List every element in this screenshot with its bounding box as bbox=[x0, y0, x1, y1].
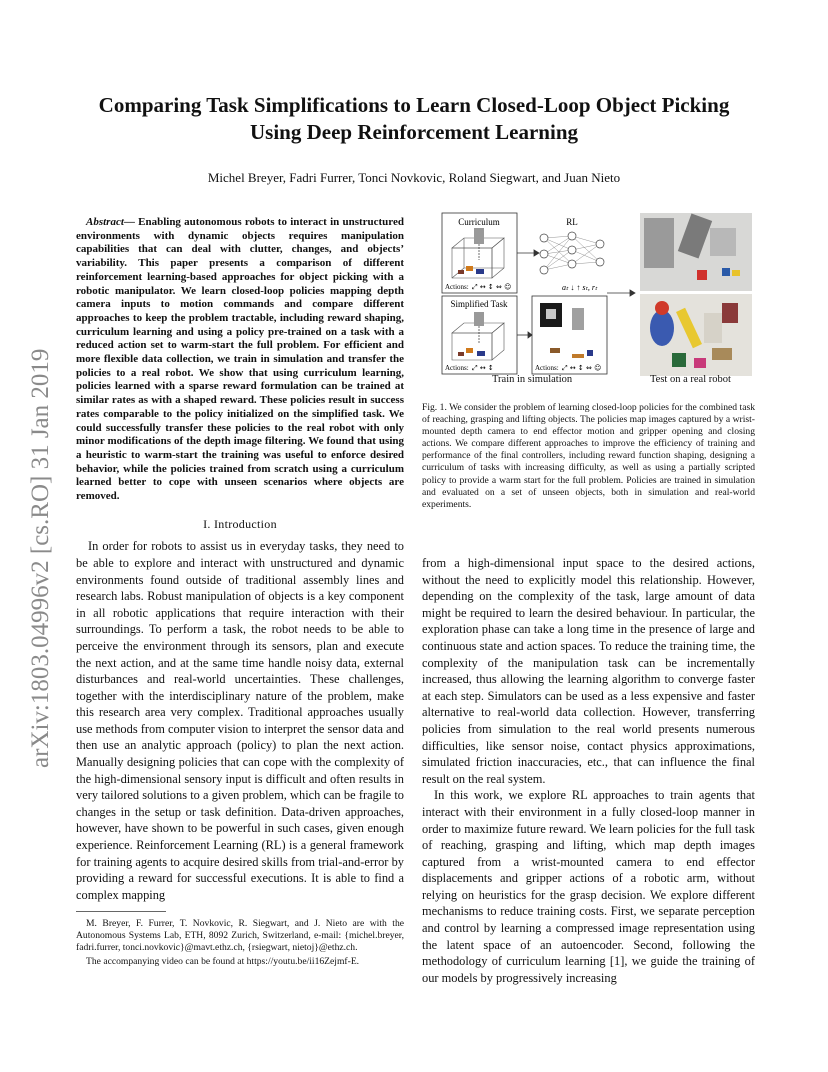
arxiv-stamp bbox=[6, 290, 66, 770]
curriculum-object-2 bbox=[476, 269, 484, 274]
figure-1-diagram bbox=[422, 208, 755, 390]
author-list: Michel Breyer, Fadri Furrer, Tonci Novkovic, Roland Siegwart, and Juan Nieto bbox=[207, 170, 621, 185]
intro-paragraph-right-1: from a high-dimensional input space to the desired actions, without the need to explicitly model this relationship. However, depending on the complexity of the task, large amount of data might be required to learn the desired behaviour. In particular, the exploration phase can take a long time in the presence of large and continuous state and action spaces. To reduce the training time, the complexity of the manipulation task can be incrementally increased, thus allowing the learning algorithm to converge faster at each step. Simulators can be used as a less expensive and faster alternative to real-world data collection. However, transferring policies from simulation to the real world presents numerous difficulties, like sensor noise, contact physics approximations, simulated friction inaccuracies, etc., that can influence the final result on the real system. bbox=[422, 556, 755, 786]
curriculum-gripper bbox=[474, 228, 484, 244]
curriculum-label: Curriculum bbox=[458, 217, 500, 227]
abstract bbox=[76, 216, 404, 504]
curriculum-object-3 bbox=[458, 270, 464, 274]
section-heading-introduction: I. Introduction bbox=[203, 516, 277, 531]
intro-paragraph-left: In order for robots to assist us in everyday tasks, they need to be able to explore and interact with unstructured and dynamic environments found outside of traditional assembly lines and research labs. Robust manipulation of objects is a key component in all robotic applications that require interaction with their surroundings. To perform a task, the robot needs to be able to perceive the environment through its sensors, plan and execute the next action, and at the same time handle noisy data, external disturbances and real-world uncertainties. These challenges, together with the interdisciplinary nature of the problem, make this research area very complex. Traditional approaches usually use methods from computer vision to interpret the sensor data and then use an analytic approach (policy) to plan the next action. Manually designing policies that can cope with the complexity of the high-dimensional sensory input is difficult and often results in very tailored solutions to a given problem, which can be fragile to changes in the setup or task definition. Data-driven approaches, however, have shown to be powerful in such cases, given enough experience. Reinforcement Learning (RL) is a general framework for training agents to acquire desired skills from trial-and-error by providing a reward for successful executions. It is able to find a complex mapping bbox=[76, 539, 404, 902]
footnote-rule bbox=[76, 911, 166, 912]
left-column bbox=[76, 216, 404, 970]
curriculum-actions-label: Actions: bbox=[445, 283, 469, 291]
title-line-2: Using Deep Reinforcement Learning bbox=[250, 120, 578, 144]
train-in-simulation-label: Train in simulation bbox=[492, 374, 573, 385]
figure-1-caption: Fig. 1. We consider the problem of learning closed-loop policies for the combined task of reaching, grasping and lifting objects. The policies map images captured by a wrist-mounted depth camera to end effector motion and gripper opening and closing actions. We compare different approaches to improve the efficiency of training and performance of the final controllers, including reward function shaping, designing a curriculum of tasks with increasing difficulty, as well as using a partially scripted policy to provide a warm start for the full problem. Policies are trained in simulation and evaluated on a set of unseen objects, both in simulation and real-world experiments. bbox=[422, 402, 755, 510]
paper-title bbox=[60, 92, 768, 146]
simulated-gripper bbox=[572, 308, 584, 330]
figure-1 bbox=[422, 208, 755, 390]
sim-actions-icons: ⤢ ↔ ↕ ⇔ ☺ bbox=[562, 364, 602, 372]
simplified-gripper bbox=[474, 312, 484, 326]
footnote-affiliation: M. Breyer, F. Furrer, T. Novkovic, R. Siegwart, and J. Nieto are with the Autonomous Systems Lab, ETH, 8092 Zurich, Switzerland, e-mail: {michel.breyer, fadri.furrer, tonci.novkovic}@mavt.ethz.ch, {rsiegwart, nietoj}@ethz.ch. bbox=[76, 918, 404, 954]
title-line-1: Comparing Task Simplifications to Learn Closed-Loop Object Picking bbox=[98, 93, 730, 117]
intro-paragraph-right-2: In this work, we explore RL approaches to train agents that interact with their environment in a fully closed-loop manner in order to maximize future reward. We learn policies for the full task of reaching, grasping and lifting, which map depth images captured from a wrist-mounted camera to end effector displacements and gripper actions of a robotic arm, without relying on heuristics for the grasp decision. We explore different mechanisms to reduce training costs. First, we separate perception and control by learning a compressed image representation using the latent space of an autoencoder. Second, following the methodology of curriculum learning [1], we guide the training of our models by progressively increasing bbox=[422, 788, 755, 985]
footnote-video: The accompanying video can be found at https://youtu.be/ii16Zejmf-E. bbox=[86, 956, 360, 968]
abstract-label: Abstract bbox=[86, 216, 124, 228]
simplified-actions-icons: ⤢ ↔ ↕ bbox=[472, 364, 494, 372]
test-on-real-robot-label: Test on a real robot bbox=[650, 374, 731, 385]
simplified-task-label: Simplified Task bbox=[450, 299, 508, 309]
simplified-actions-label: Actions: bbox=[445, 364, 469, 372]
curriculum-actions-icons: ⤢ ↔ ↕ ⇔ ☺ bbox=[472, 283, 512, 291]
right-column bbox=[422, 555, 755, 986]
rl-label: RL bbox=[566, 217, 578, 227]
curriculum-object-1 bbox=[466, 266, 473, 271]
abstract-text: — Enabling autonomous robots to interact in unstructured environments with dynamic objects requires manipulation capabilities that can deal with clutter, changes, and objects’ variability. This paper presents a comparison of different reinforcement learning-based approaches for object picking with a robotic manipulator. We learn closed-loop policies mapping depth camera inputs to motion commands and compare different approaches to keep the problem tractable, including reward shaping, curriculum learning and using a policy pre-trained on a task with a reduced action set to warm-start the full problem. For efficient and more flexible data collection, we train in simulation and transfer the policies to a real robot. We show that using curriculum learning, policies learned with a sparse reward formulation can be trained at similar rates as with a shaped reward. These policies result in success rates comparable to the policy initialized on the simplified task. We could successfully transfer these policies to the real robot with only minor modifications of the depth image filtering. We found that using a heuristic to warm-start the training was useful to enforce desired behavior, while the policies trained from scratch using a curriculum learned better to cope with unseen scenarios where objects are removed. bbox=[76, 216, 404, 503]
rl-signals: aₜ ↓ ↑ sₜ, rₜ bbox=[562, 283, 598, 292]
sim-actions-label: Actions: bbox=[535, 364, 559, 372]
arxiv-stamp-text: arXiv:1803.04996v2 [cs.RO] 31 Jan 2019 bbox=[27, 348, 54, 768]
